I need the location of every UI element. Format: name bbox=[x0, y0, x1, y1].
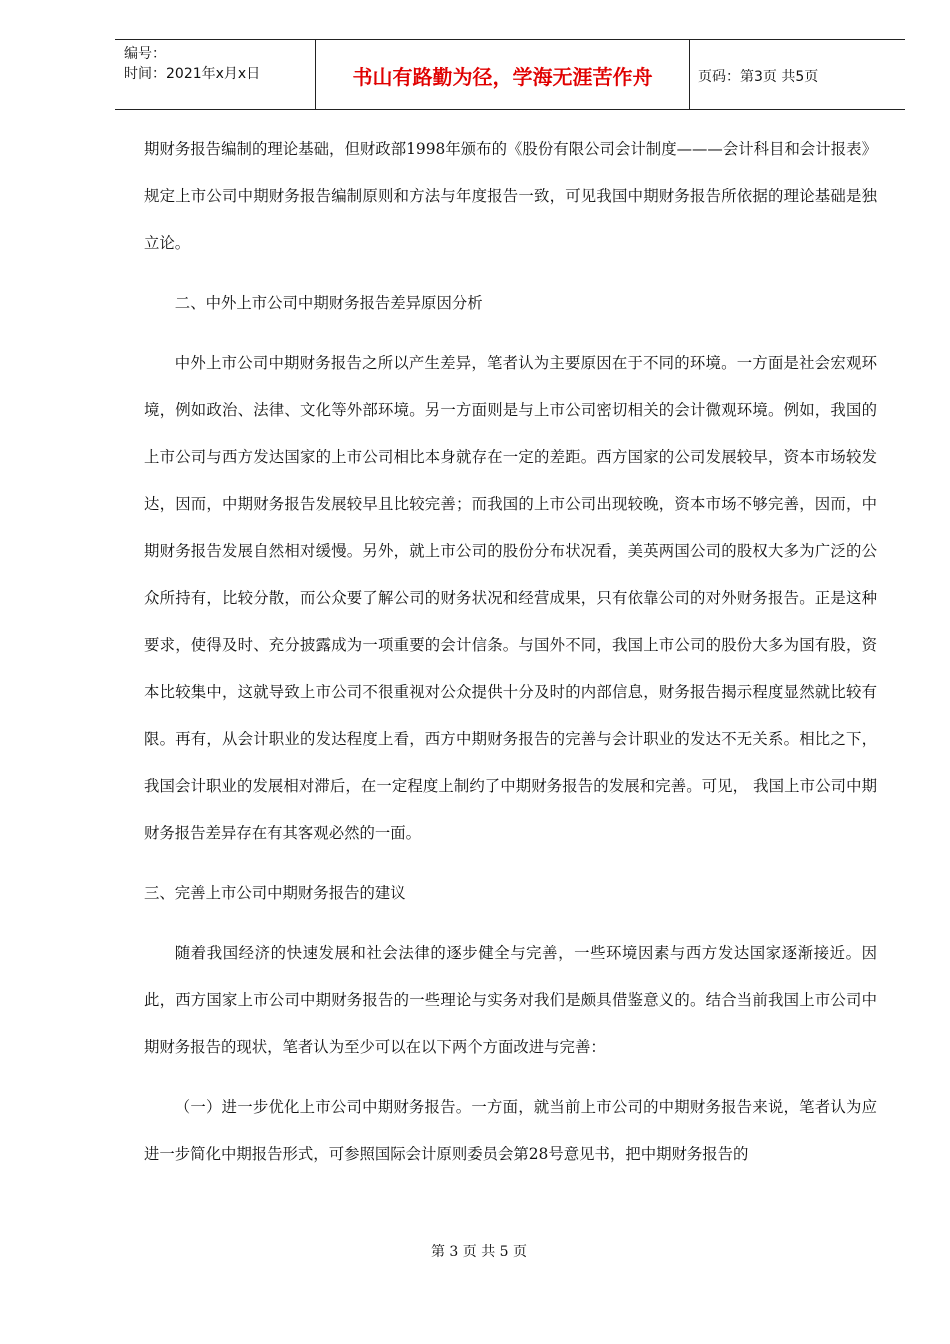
section-heading-2: 二、中外上市公司中期财务报告差异原因分析 bbox=[174, 294, 483, 312]
body-paragraph: 随着我国经济的快速发展和社会法律的逐步健全与完善，一些环境因素与西方发达国家逐渐接近。因此，西方国家上市公司中期财务报告的一些理论与实务对我们是颇具借鉴意义的。结合当前我国上市公司中期财务报告的现状，笔者认为至少可以在以下两个方面改进与完善： bbox=[144, 944, 877, 1056]
document-number-label: 编号： bbox=[124, 46, 166, 62]
page-footer: 第 3 页 共 5 页 bbox=[430, 1244, 528, 1260]
header-meta bbox=[115, 40, 315, 109]
header-motto: 书山有路勤为径，学海无涯苦作舟 bbox=[315, 40, 690, 109]
header-page-number: 页码：第3页 共5页 bbox=[698, 68, 819, 85]
body-paragraph: 中外上市公司中期财务报告之所以产生差异，笔者认为主要原因在于不同的环境。一方面是社会宏观环境，例如政治、法律、文化等外部环境。另一方面则是与上市公司密切相关的会计微观环境。例如，我国的上市公司与西方发达国家的上市公司相比本身就存在一定的差距。西方国家的公司发展较早，资本市场较发达，因而，中期财务报告发展较早且比较完善；而我国的上市公司出现较晚，资本市场不够完善，因而，中期财务报告发展自然相对缓慢。另外，就上市公司的股份分布状况看，美英两国公司的股权大多为广泛的公众所持有，比较分散，而公众要了解公司的财务状况和经营成果，只有依靠公司的对外财务报告。正是这种要求，使得及时、充分披露成为一项重要的会计信条。与国外不同，我国上市公司的股份大多为国有股，资本比较集中，这就导致上市公司不很重视对公众提供十分及时的内部信息，财务报告揭示程度显然就比较有限。再有，从会计职业的发达程度上看，西方中期财务报告的完善与会计职业的发达不无关系。相比之下，我国会计职业的发展相对滞后，在一定程度上制约了中期财务报告的发展和完善。可见， 我国上市公司中期财务报告差异存在有其客观必然的一面。 bbox=[144, 354, 877, 842]
section-heading-3: 三、完善上市公司中期财务报告的建议 bbox=[144, 884, 406, 902]
body-paragraph-continued: 期财务报告编制的理论基础，但财政部1998年颁布的《股份有限公司会计制度———会计科目和会计报表》规定上市公司中期财务报告编制原则和方法与年度报告一致，可见我国中期财务报告所依据的理论基础是独立论。 bbox=[144, 140, 877, 252]
body-paragraph-subsection-1: （一）进一步优化上市公司中期财务报告。一方面，就当前上市公司的中期财务报告来说，笔者认为应进一步简化中期报告形式，可参照国际会计原则委员会第28号意见书，把中期财务报告的 bbox=[144, 1098, 877, 1163]
page-header bbox=[115, 39, 905, 110]
document-time-label: 时间：2021年x月x日 bbox=[124, 66, 261, 82]
document-body bbox=[144, 126, 877, 1178]
